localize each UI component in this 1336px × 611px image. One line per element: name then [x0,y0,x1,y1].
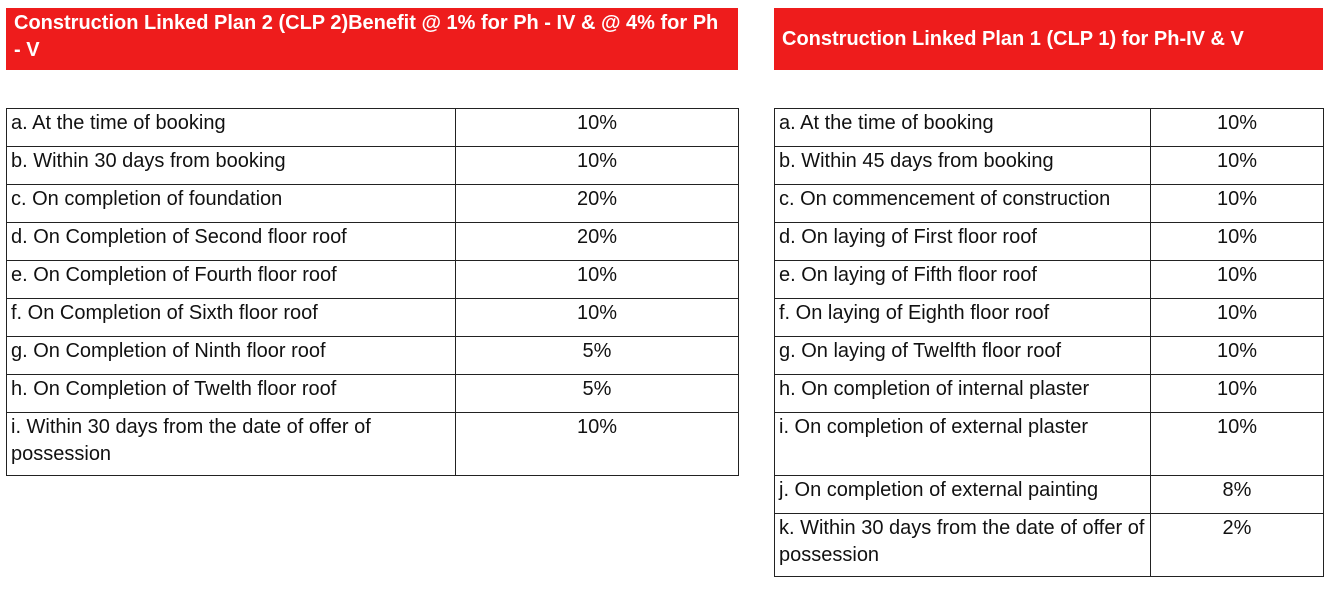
stage-cell: c. On commencement of construction [775,185,1151,223]
table-row [775,413,1324,476]
stage-cell: i. On completion of external plaster [775,413,1151,476]
table-row [7,109,739,147]
percent-cell: 10% [456,147,739,185]
percent-cell: 10% [1151,375,1324,413]
percent-cell: 10% [1151,261,1324,299]
table-row [775,375,1324,413]
table-row [7,261,739,299]
plan-1-title-banner [774,8,1323,70]
percent-cell: 20% [456,223,739,261]
table-row [775,185,1324,223]
plan-2-payment-table [6,108,739,476]
stage-cell: a. At the time of booking [7,109,456,147]
percent-cell: 10% [456,299,739,337]
table-row [775,514,1324,577]
plan-1-title: Construction Linked Plan 1 (CLP 1) for Ph-IV & V [782,27,1244,50]
percent-cell: 10% [1151,223,1324,261]
stage-cell: d. On Completion of Second floor roof [7,223,456,261]
table-row [7,223,739,261]
percent-cell: 10% [1151,109,1324,147]
stage-cell: k. Within 30 days from the date of offer of possession [775,514,1151,577]
stage-cell: h. On completion of internal plaster [775,375,1151,413]
stage-cell: b. Within 30 days from booking [7,147,456,185]
stage-cell: b. Within 45 days from booking [775,147,1151,185]
table-row [7,413,739,476]
percent-cell: 10% [1151,147,1324,185]
plan-2-title: Construction Linked Plan 2 (CLP 2)Benefit @ 1% for Ph - IV & @ 4% for Ph - V [14,12,719,61]
stage-cell: i. Within 30 days from the date of offer of possession [7,413,456,476]
percent-cell: 2% [1151,514,1324,577]
stage-cell: h. On Completion of Twelth floor roof [7,375,456,413]
stage-cell: e. On laying of Fifth floor roof [775,261,1151,299]
stage-cell: e. On Completion of Fourth floor roof [7,261,456,299]
percent-cell: 10% [1151,337,1324,375]
percent-cell: 8% [1151,476,1324,514]
stage-cell: f. On laying of Eighth floor roof [775,299,1151,337]
stage-cell: f. On Completion of Sixth floor roof [7,299,456,337]
table-row [775,261,1324,299]
percent-cell: 10% [1151,413,1324,476]
percent-cell: 10% [456,109,739,147]
table-row [775,299,1324,337]
stage-cell: c. On completion of foundation [7,185,456,223]
percent-cell: 10% [1151,185,1324,223]
table-row [775,337,1324,375]
table-row [7,185,739,223]
percent-cell: 10% [456,261,739,299]
table-row [775,476,1324,514]
table-row [775,109,1324,147]
plan-2-title-banner [6,8,738,70]
table-row [7,375,739,413]
stage-cell: g. On laying of Twelfth floor roof [775,337,1151,375]
plan-1-payment-table [774,108,1324,577]
percent-cell: 5% [456,337,739,375]
stage-cell: a. At the time of booking [775,109,1151,147]
percent-cell: 10% [456,413,739,476]
stage-cell: g. On Completion of Ninth floor roof [7,337,456,375]
stage-cell: j. On completion of external painting [775,476,1151,514]
table-row [775,223,1324,261]
stage-cell: d. On laying of First floor roof [775,223,1151,261]
percent-cell: 20% [456,185,739,223]
table-row [775,147,1324,185]
table-row [7,337,739,375]
table-row [7,299,739,337]
table-row [7,147,739,185]
percent-cell: 10% [1151,299,1324,337]
percent-cell: 5% [456,375,739,413]
